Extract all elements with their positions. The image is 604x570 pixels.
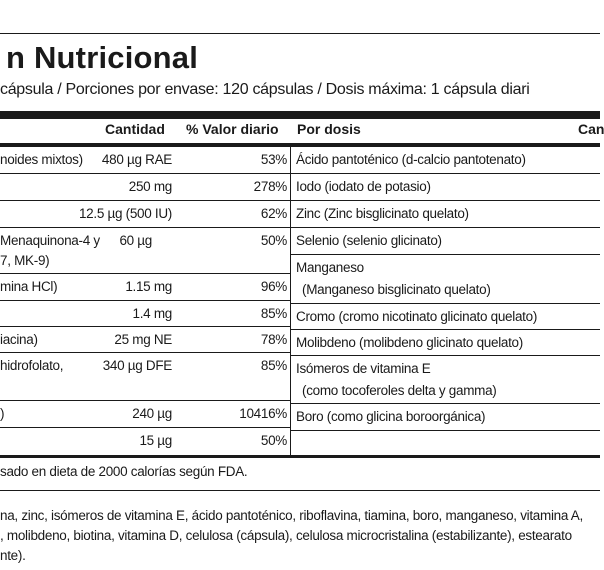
row-separator xyxy=(0,273,290,274)
row-separator xyxy=(0,352,290,353)
nutrient-amount: 1.15 mg xyxy=(125,279,172,294)
row-separator xyxy=(0,427,290,428)
nutrient-dv: 85% xyxy=(260,358,287,373)
nutrient-name: Zinc (Zinc bisglicinato quelato) xyxy=(296,206,469,221)
row-separator xyxy=(291,254,600,255)
ingredients-line: na, zinc, isómeros de vitamina E, ácido pantoténico, riboflavina, tiamina, boro, manganeso, vitamina A, xyxy=(0,508,583,523)
row-separator xyxy=(291,303,600,304)
nutrient-dv: 53% xyxy=(260,152,287,167)
row-separator xyxy=(291,403,600,404)
col-amount-right-header: Can xyxy=(578,121,604,137)
row-separator xyxy=(291,227,600,228)
nutrient-amount: 340 µg DFE xyxy=(102,358,172,373)
nutrient-amount: 480 µg RAE xyxy=(101,152,172,167)
nutrient-dv: 62% xyxy=(260,206,287,221)
nutrient-name-cont: (Manganeso bisglicinato quelato) xyxy=(302,282,491,297)
nutrient-amount: 60 µg xyxy=(119,233,152,248)
right-row-separators xyxy=(291,0,600,460)
nutrient-amount: 250 mg xyxy=(128,179,172,194)
row-separator xyxy=(291,329,600,330)
nutrient-dv: 85% xyxy=(260,306,287,321)
ingredients-rule xyxy=(0,490,600,491)
nutrient-name: Ácido pantoténico (d-calcio pantotenato) xyxy=(296,152,526,167)
ingredients-line: nte). xyxy=(0,548,26,563)
nutrient-dv: 10416% xyxy=(239,406,287,421)
table-bottom-rule xyxy=(0,455,600,458)
panel-title: n Nutricional xyxy=(6,40,199,75)
nutrient-name: iacina) xyxy=(0,332,38,347)
col-per-dose-header: Por dosis xyxy=(297,121,361,137)
nutrient-name: mina HCl) xyxy=(0,279,58,294)
nutrient-dv: 50% xyxy=(260,233,287,248)
row-separator xyxy=(0,326,290,327)
nutrient-name: Molibdeno (molibdeno glicinato quelato) xyxy=(296,335,523,350)
nutrient-amount: 25 mg NE xyxy=(114,332,172,347)
nutrient-name: Selenio (selenio glicinato) xyxy=(296,233,442,248)
nutrient-name: Iodo (iodato de potasio) xyxy=(296,179,431,194)
col-dv-header: % Valor diario xyxy=(186,121,279,137)
nutrient-name: hidrofolato, xyxy=(0,358,64,373)
nutrient-name: Boro (como glicina boroorgánica) xyxy=(296,409,486,424)
nutrient-amount: 12.5 µg (500 IU) xyxy=(78,206,172,221)
row-separator xyxy=(291,200,600,201)
nutrient-dv: 50% xyxy=(260,433,287,448)
serving-info: cápsula / Porciones por envase: 120 cápsulas / Dosis máxima: 1 cápsula diari xyxy=(0,81,530,98)
row-separator xyxy=(0,227,290,228)
daily-value-footnote: sado en dieta de 2000 calorías según FDA. xyxy=(0,464,248,479)
nutrient-amount: 1.4 mg xyxy=(132,306,172,321)
nutrient-amount: 15 µg xyxy=(139,433,172,448)
row-separator xyxy=(291,173,600,174)
row-separator xyxy=(0,173,290,174)
nutrient-name: Menaquinona-4 y xyxy=(0,233,100,248)
nutrient-dv: 78% xyxy=(260,332,287,347)
nutrient-name-cont: (como tocoferoles delta y gamma) xyxy=(302,383,497,398)
nutrient-amount: 240 µg xyxy=(132,406,172,421)
left-row-separators xyxy=(0,0,290,460)
row-separator xyxy=(0,400,290,401)
row-separator xyxy=(0,300,290,301)
nutrient-name-cont: 7, MK-9) xyxy=(0,253,50,268)
ingredients-line: , molibdeno, biotina, vitamina D, celulosa (cápsula), celulosa microcristalina (estabilizante), estearato xyxy=(0,528,572,543)
row-separator xyxy=(291,430,600,431)
col-amount-header: Cantidad xyxy=(105,121,165,137)
row-separator xyxy=(0,200,290,201)
nutrient-dv: 96% xyxy=(260,279,287,294)
nutrient-name: Cromo (cromo nicotinato glicinato quelato) xyxy=(296,309,538,324)
nutrient-name: Manganeso xyxy=(296,260,364,275)
nutrient-dv: 278% xyxy=(253,179,287,194)
nutrient-name: noides mixtos) xyxy=(0,152,83,167)
row-separator xyxy=(291,355,600,356)
nutrient-name: ) xyxy=(0,406,5,421)
nutrient-name: Isómeros de vitamina E xyxy=(296,361,431,376)
